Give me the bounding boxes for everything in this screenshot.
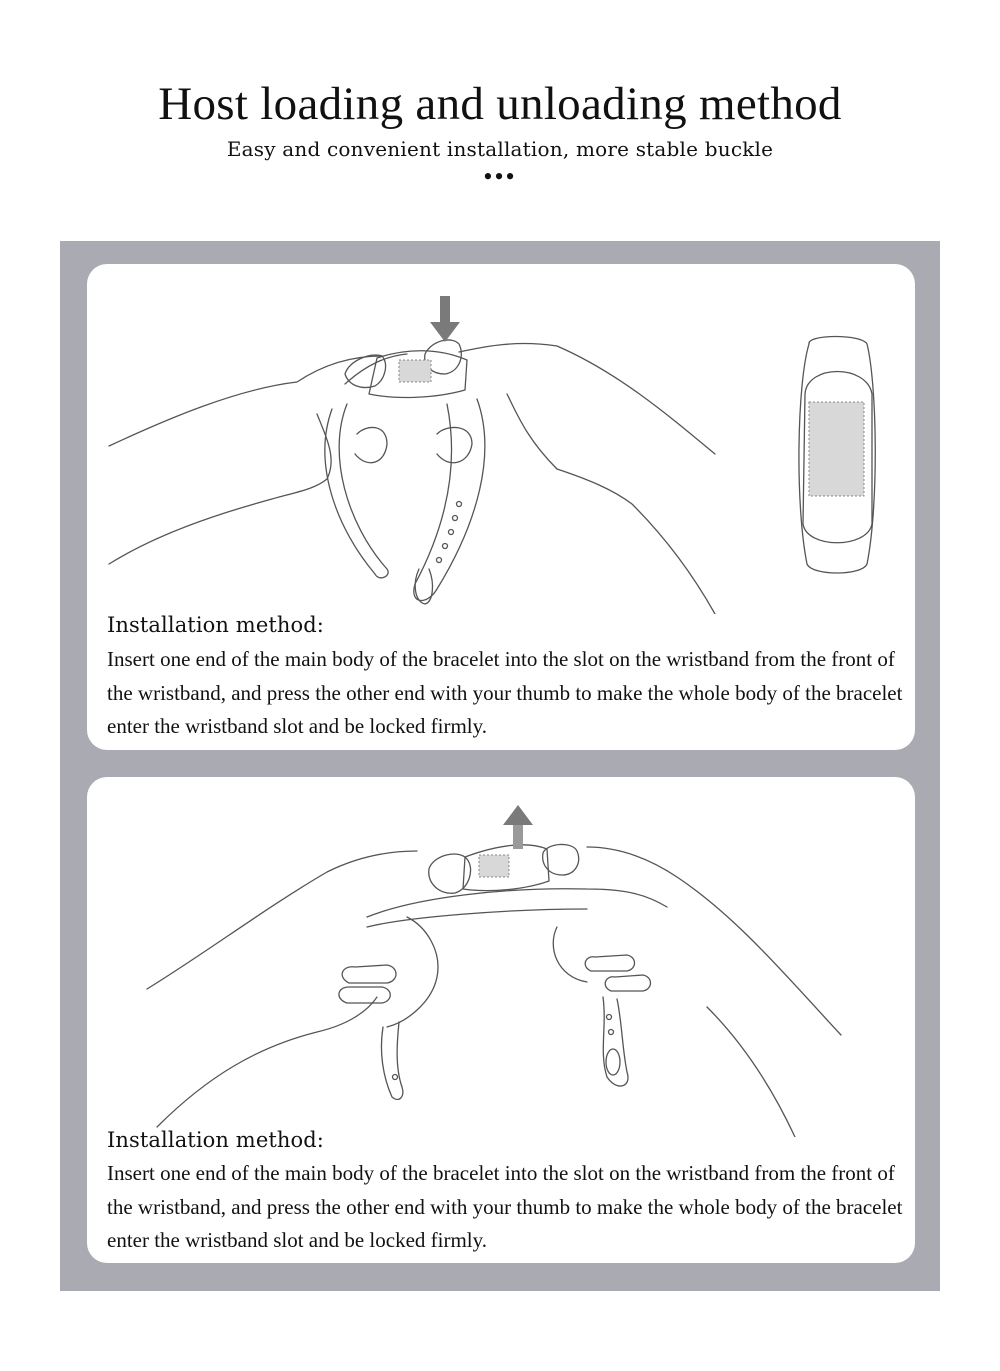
install-step-card: [87, 264, 915, 750]
page-title: Host loading and unloading method: [158, 78, 842, 130]
device-sensor-area: [479, 855, 509, 877]
ellipsis-divider: •••: [483, 162, 517, 191]
press-down-arrow-icon: [430, 296, 460, 342]
install-method-text: Insert one end of the main body of the bracelet into the slot on the wristband from the front of the wristband, and press the other end with your thumb to make the whole body of the bracelet enter the wristband slot and be locked firmly.: [107, 647, 903, 738]
instructions-panel: [60, 241, 940, 1291]
pull-up-arrow-icon: [503, 805, 533, 849]
page-subtitle: Easy and convenient installation, more stable buckle: [226, 137, 774, 161]
remove-step-card: [87, 777, 915, 1263]
remove-method-text: Insert one end of the main body of the bracelet into the slot on the wristband from the front of the wristband, and press the other end with your thumb to make the whole body of the bracelet enter the wristband slot and be locked firmly.: [107, 1161, 903, 1252]
remove-method-heading: Installation method:: [107, 1128, 324, 1152]
install-method-heading: Installation method:: [107, 613, 324, 637]
install-illustration: [87, 264, 915, 614]
bracelet-preview: [799, 337, 875, 574]
device-sensor-area: [399, 360, 431, 382]
remove-illustration: [87, 777, 915, 1137]
